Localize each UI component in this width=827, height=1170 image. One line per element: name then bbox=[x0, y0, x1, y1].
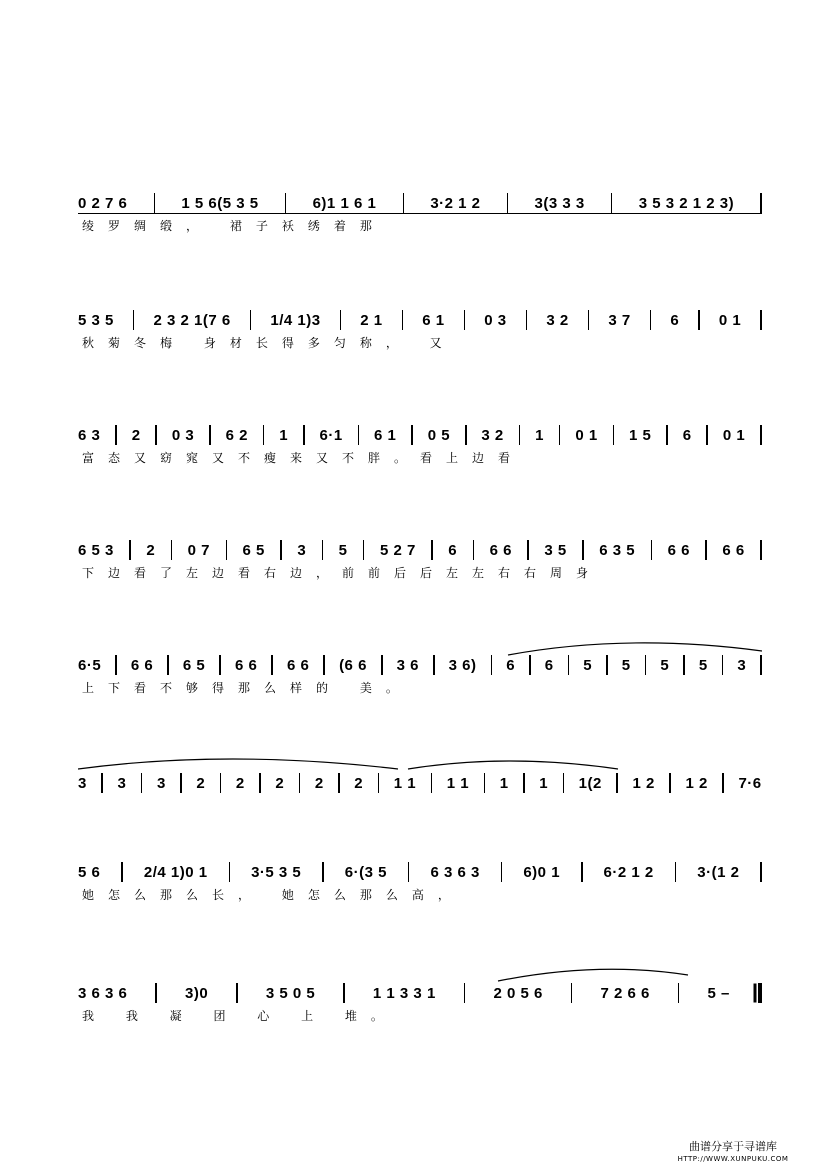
measure: 0 1 bbox=[718, 311, 742, 329]
barline bbox=[250, 310, 252, 330]
barline bbox=[581, 862, 583, 882]
barline bbox=[507, 193, 509, 213]
measure: 6·1 bbox=[319, 426, 343, 444]
measure: 5 bbox=[583, 656, 593, 674]
measure: 2 bbox=[314, 774, 324, 792]
measure: 3)0 bbox=[185, 984, 209, 1002]
barline bbox=[209, 425, 211, 445]
barline bbox=[121, 862, 123, 882]
barline bbox=[760, 193, 762, 213]
measure: 2 bbox=[196, 774, 206, 792]
barline bbox=[303, 425, 305, 445]
measure: 1 bbox=[539, 774, 549, 792]
measure: 3 7 bbox=[608, 311, 631, 329]
lyrics-line: 我 我 凝 团 心 上 堆。 bbox=[82, 1009, 397, 1023]
measure: 5 2 7 bbox=[379, 541, 416, 559]
measure: 5 3 5 bbox=[78, 311, 114, 329]
barline bbox=[722, 655, 724, 675]
barline bbox=[431, 540, 433, 560]
barline bbox=[236, 983, 238, 1003]
measure: 1 bbox=[535, 426, 544, 444]
barline bbox=[323, 655, 325, 675]
barline bbox=[171, 540, 173, 560]
barline bbox=[666, 425, 668, 445]
barline bbox=[465, 425, 467, 445]
barline bbox=[683, 655, 685, 675]
measure: 5 bbox=[621, 656, 631, 674]
barline bbox=[698, 310, 700, 330]
barline bbox=[402, 310, 404, 330]
barline bbox=[363, 540, 365, 560]
measure: 1 5 bbox=[629, 426, 652, 444]
notes-row bbox=[78, 310, 762, 330]
measure: 3 bbox=[78, 774, 87, 792]
barline bbox=[154, 193, 156, 213]
measure: 6)1 1 6 1 bbox=[312, 194, 377, 212]
barline bbox=[571, 983, 573, 1003]
measure: 3(3 3 3 bbox=[534, 194, 585, 212]
measure: 1 1 bbox=[393, 774, 417, 792]
notes-row bbox=[78, 862, 762, 882]
measure: 2 3 2 1(7 6 bbox=[153, 311, 231, 329]
measure: 3·5 3 5 bbox=[251, 863, 302, 881]
barline bbox=[322, 862, 324, 882]
measure: 6 6 bbox=[287, 656, 310, 674]
measure: 3 bbox=[737, 656, 747, 674]
measure: 1 5 6(5 3 5 bbox=[181, 194, 259, 212]
barline bbox=[263, 425, 265, 445]
barline bbox=[115, 425, 117, 445]
measure: 2 bbox=[146, 541, 156, 559]
barline bbox=[220, 773, 222, 793]
measure: 3 6 3 6 bbox=[78, 984, 128, 1002]
footer-site: HTTP://WWW.XUNPUKU.COM bbox=[677, 1155, 789, 1163]
barline bbox=[678, 983, 680, 1003]
measure: 6·(3 5 bbox=[344, 863, 387, 881]
measure: 1 1 bbox=[446, 774, 470, 792]
measure: 1 bbox=[499, 774, 509, 792]
barline bbox=[606, 655, 608, 675]
barline bbox=[299, 773, 301, 793]
measure: 0 3 bbox=[171, 426, 195, 444]
barline bbox=[675, 862, 677, 882]
measure: 1 2 bbox=[632, 774, 655, 792]
measure: 3 bbox=[117, 774, 127, 792]
lyrics-line: 上下看不够得那么样的 美。 bbox=[82, 681, 412, 695]
measure: 6·5 bbox=[78, 656, 102, 674]
measure: (6 6 bbox=[339, 656, 367, 674]
barline bbox=[582, 540, 584, 560]
barline bbox=[568, 655, 570, 675]
measure: 6 6 bbox=[130, 656, 154, 674]
barline bbox=[519, 425, 521, 445]
measure: 6 5 bbox=[242, 541, 265, 559]
barline bbox=[141, 773, 143, 793]
barline bbox=[464, 310, 466, 330]
barline bbox=[760, 425, 762, 445]
barline bbox=[491, 655, 493, 675]
barline bbox=[473, 540, 475, 560]
measure: 3 6 bbox=[396, 656, 419, 674]
barline bbox=[616, 773, 618, 793]
barline bbox=[226, 540, 228, 560]
barline bbox=[527, 540, 529, 560]
barline bbox=[340, 310, 342, 330]
measure: 6 bbox=[448, 541, 458, 559]
barline bbox=[559, 425, 561, 445]
barline bbox=[760, 540, 762, 560]
barline bbox=[484, 773, 486, 793]
measure: 6 3 5 bbox=[599, 541, 636, 559]
barline bbox=[381, 655, 383, 675]
final-barline bbox=[758, 983, 762, 1003]
measure: 6 3 6 3 bbox=[430, 863, 480, 881]
measure: 1/4 1)3 bbox=[270, 311, 321, 329]
barline bbox=[101, 773, 103, 793]
measure: 2 bbox=[275, 774, 285, 792]
barline bbox=[722, 773, 724, 793]
barline bbox=[229, 862, 231, 882]
barline bbox=[563, 773, 565, 793]
measure: 3 2 bbox=[546, 311, 569, 329]
barline bbox=[271, 655, 273, 675]
measure: 2 0 5 6 bbox=[493, 984, 543, 1002]
measure: 6·2 1 2 bbox=[603, 863, 654, 881]
measure: 2 bbox=[354, 774, 364, 792]
measure: 6 5 3 bbox=[78, 541, 114, 559]
measure: 3 bbox=[156, 774, 166, 792]
measure: 5 6 bbox=[78, 863, 101, 881]
measure: 3 5 0 5 bbox=[265, 984, 316, 1002]
measure: 5 bbox=[660, 656, 670, 674]
barline bbox=[613, 425, 615, 445]
barline bbox=[403, 193, 405, 213]
barline bbox=[705, 540, 707, 560]
barline bbox=[180, 773, 182, 793]
measure: 6 1 bbox=[374, 426, 397, 444]
barline bbox=[155, 983, 157, 1003]
barline bbox=[167, 655, 169, 675]
barline bbox=[501, 862, 503, 882]
barline bbox=[378, 773, 380, 793]
lyrics-line: 绫罗绸缎， 裙子袄绣着那 bbox=[82, 219, 386, 233]
measure: 3 2 bbox=[481, 426, 504, 444]
measure: 6 2 bbox=[225, 426, 248, 444]
measure: 3·(1 2 bbox=[697, 863, 740, 881]
barline bbox=[115, 655, 117, 675]
measure: 6 6 bbox=[234, 656, 258, 674]
measure: 3 5 bbox=[544, 541, 567, 559]
underline bbox=[78, 213, 762, 214]
measure: 2/4 1)0 1 bbox=[143, 863, 208, 881]
measure: 1 1 3 3 1 bbox=[372, 984, 436, 1002]
lyrics-line: 秋菊冬梅 身材长得多匀称， 又 bbox=[82, 336, 456, 350]
measure: 6 1 bbox=[422, 311, 445, 329]
measure: 0 5 bbox=[427, 426, 451, 444]
measure: 0 2 7 6 bbox=[78, 194, 128, 212]
measure: 1 bbox=[279, 426, 289, 444]
measure: 6 bbox=[682, 426, 692, 444]
notes-row bbox=[78, 193, 762, 213]
barline bbox=[155, 425, 157, 445]
lyrics-line: 她怎么那么长， 她怎么那么高， bbox=[82, 888, 464, 902]
barline bbox=[343, 983, 345, 1003]
barline bbox=[645, 655, 647, 675]
measure: 7·6 bbox=[738, 774, 762, 792]
notes-row bbox=[78, 773, 762, 793]
measure: 3 6) bbox=[448, 656, 477, 674]
measure: 2 bbox=[235, 774, 245, 792]
barline bbox=[322, 540, 324, 560]
barline bbox=[280, 540, 282, 560]
barline bbox=[408, 862, 410, 882]
footer-title: 曲谱分享于寻谱库 bbox=[689, 1140, 777, 1153]
barline bbox=[433, 655, 435, 675]
barline bbox=[706, 425, 708, 445]
barline bbox=[669, 773, 671, 793]
measure: 0 3 bbox=[484, 311, 507, 329]
notes-row bbox=[78, 425, 762, 445]
barline bbox=[358, 425, 360, 445]
measure: 6 3 bbox=[78, 426, 101, 444]
barline bbox=[526, 310, 528, 330]
barline bbox=[529, 655, 531, 675]
barline bbox=[523, 773, 525, 793]
barline bbox=[651, 540, 653, 560]
barline bbox=[129, 540, 131, 560]
footer-watermark bbox=[668, 1140, 798, 1166]
barline bbox=[133, 310, 135, 330]
measure: 5 bbox=[698, 656, 708, 674]
measure: 2 bbox=[131, 426, 141, 444]
barline bbox=[338, 773, 340, 793]
measure: 6 bbox=[544, 656, 554, 674]
barline bbox=[259, 773, 261, 793]
barline bbox=[464, 983, 466, 1003]
measure: 7 2 6 6 bbox=[600, 984, 650, 1002]
measure: 3·2 1 2 bbox=[430, 194, 481, 212]
barline bbox=[760, 862, 762, 882]
lyrics-line: 富态又窈窕又不瘦来又不胖。看上边看 bbox=[82, 451, 525, 465]
notes-row bbox=[78, 655, 762, 675]
barline bbox=[760, 310, 762, 330]
measure: 0 1 bbox=[722, 426, 746, 444]
measure: 6 5 bbox=[182, 656, 206, 674]
measure: 2 1 bbox=[360, 311, 383, 329]
measure: 5 – bbox=[707, 984, 730, 1002]
measure: 1 2 bbox=[685, 774, 708, 792]
barline bbox=[285, 193, 287, 213]
measure: 3 bbox=[297, 541, 307, 559]
notes-row bbox=[78, 540, 762, 560]
slur-mark bbox=[78, 637, 762, 657]
measure: 3 5 3 2 1 2 3) bbox=[638, 194, 735, 212]
measure: 1(2 bbox=[578, 774, 602, 792]
barline bbox=[611, 193, 613, 213]
measure: 0 7 bbox=[187, 541, 211, 559]
notes-row bbox=[78, 983, 762, 1003]
barline bbox=[588, 310, 590, 330]
slur-mark bbox=[78, 965, 762, 985]
measure: 6 6 bbox=[667, 541, 690, 559]
measure: 6 bbox=[670, 311, 680, 329]
measure: 6 6 bbox=[489, 541, 512, 559]
slur-mark bbox=[78, 755, 762, 775]
barline bbox=[760, 655, 762, 675]
barline bbox=[411, 425, 413, 445]
barline bbox=[650, 310, 652, 330]
measure: 6 bbox=[506, 656, 516, 674]
lyrics-line: 下边看了左边看右边，前前后后左左右右周身 bbox=[82, 566, 603, 580]
measure: 6)0 1 bbox=[523, 863, 561, 881]
measure: 5 bbox=[338, 541, 348, 559]
barline bbox=[431, 773, 433, 793]
barline bbox=[219, 655, 221, 675]
measure: 6 6 bbox=[722, 541, 745, 559]
measure: 0 1 bbox=[575, 426, 598, 444]
